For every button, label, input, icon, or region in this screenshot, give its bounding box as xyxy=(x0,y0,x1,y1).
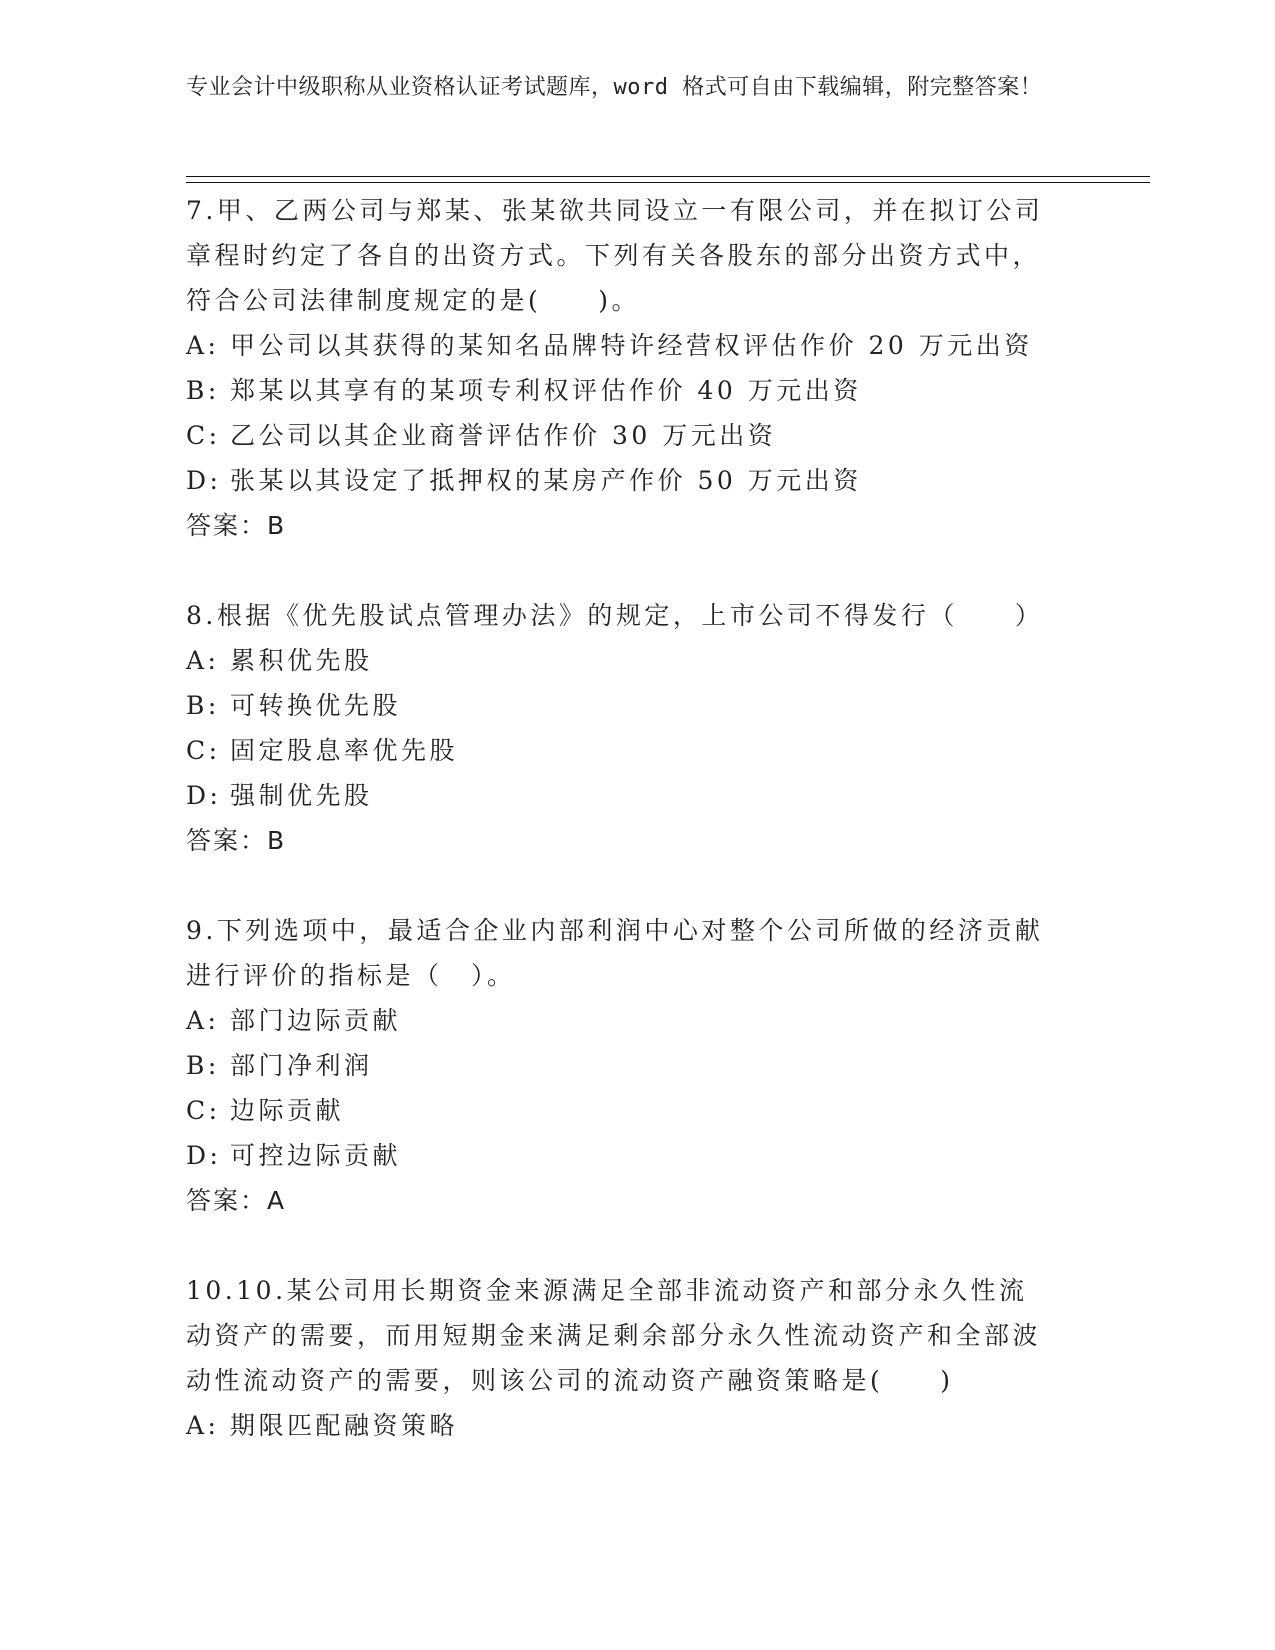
question-text: 8.根据《优先股试点管理办法》的规定，上市公司不得发行（ ） xyxy=(186,601,1044,630)
question-9 xyxy=(186,908,1046,1223)
option-d xyxy=(186,458,1046,503)
option-text: 强制优先股 xyxy=(230,781,373,810)
option-text: 部门净利润 xyxy=(230,1051,373,1080)
option-text: 边际贡献 xyxy=(230,1096,345,1125)
option-d xyxy=(186,1133,1046,1178)
option-a xyxy=(186,998,1046,1043)
question-8 xyxy=(186,593,1046,863)
option-letter: C: xyxy=(186,1096,221,1125)
option-d xyxy=(186,773,1046,818)
question-text: 7.甲、乙两公司与郑某、张某欲共同设立一有限公司，并在拟订公司章程时约定了各自的出资方式。下列有关各股东的部分出资方式中，符合公司法律制度规定的是( )。 xyxy=(186,196,1044,315)
option-b xyxy=(186,683,1046,728)
option-letter: A: xyxy=(186,1006,220,1035)
option-b xyxy=(186,368,1046,413)
spacer xyxy=(186,1223,1046,1268)
option-letter: D: xyxy=(186,466,222,495)
question-10 xyxy=(186,1268,1046,1448)
option-text: 固定股息率优先股 xyxy=(230,736,459,765)
option-text: 可转换优先股 xyxy=(230,691,402,720)
answer: 答案：A xyxy=(186,1186,287,1215)
question-7 xyxy=(186,188,1046,548)
answer: 答案：B xyxy=(186,826,287,855)
option-a xyxy=(186,323,1046,368)
option-letter: D: xyxy=(186,1141,222,1170)
header-rule-top xyxy=(186,176,1150,177)
option-b xyxy=(186,1043,1046,1088)
option-a xyxy=(186,638,1046,683)
question-list xyxy=(186,188,1046,1448)
option-c xyxy=(186,1088,1046,1133)
option-text: 甲公司以其获得的某知名品牌特许经营权评估作价 20 万元出资 xyxy=(230,331,1033,360)
spacer xyxy=(186,548,1046,593)
page-header: 专业会计中级职称从业资格认证考试题库，word 格式可自由下载编辑，附完整答案！ xyxy=(186,75,1043,100)
option-text: 郑某以其享有的某项专利权评估作价 40 万元出资 xyxy=(230,376,862,405)
option-letter: C: xyxy=(186,736,221,765)
question-text: 10.10.某公司用长期资金来源满足全部非流动资产和部分永久性流动资产的需要，而用短期金来满足剩余部分永久性流动资产和全部波动性流动资产的需要，则该公司的流动资产融资策略是( ) xyxy=(186,1276,1042,1395)
option-text: 累积优先股 xyxy=(230,646,373,675)
option-letter: B: xyxy=(186,691,220,720)
option-c xyxy=(186,413,1046,458)
option-letter: D: xyxy=(186,781,222,810)
option-letter: A: xyxy=(186,1411,220,1440)
option-letter: A: xyxy=(186,646,220,675)
option-text: 张某以其设定了抵押权的某房产作价 50 万元出资 xyxy=(230,466,862,495)
option-letter: B: xyxy=(186,1051,220,1080)
option-text: 期限匹配融资策略 xyxy=(230,1411,459,1440)
option-letter: C: xyxy=(186,421,221,450)
option-letter: A: xyxy=(186,331,220,360)
option-letter: B: xyxy=(186,376,220,405)
option-a xyxy=(186,1403,1046,1448)
option-c xyxy=(186,728,1046,773)
option-text: 部门边际贡献 xyxy=(230,1006,402,1035)
option-text: 可控边际贡献 xyxy=(230,1141,402,1170)
question-text: 9.下列选项中，最适合企业内部利润中心对整个公司所做的经济贡献进行评价的指标是（ ）。 xyxy=(186,916,1044,990)
option-text: 乙公司以其企业商誉评估作价 30 万元出资 xyxy=(230,421,777,450)
header-rule-bottom xyxy=(186,182,1150,183)
spacer xyxy=(186,863,1046,908)
answer: 答案：B xyxy=(186,511,287,540)
